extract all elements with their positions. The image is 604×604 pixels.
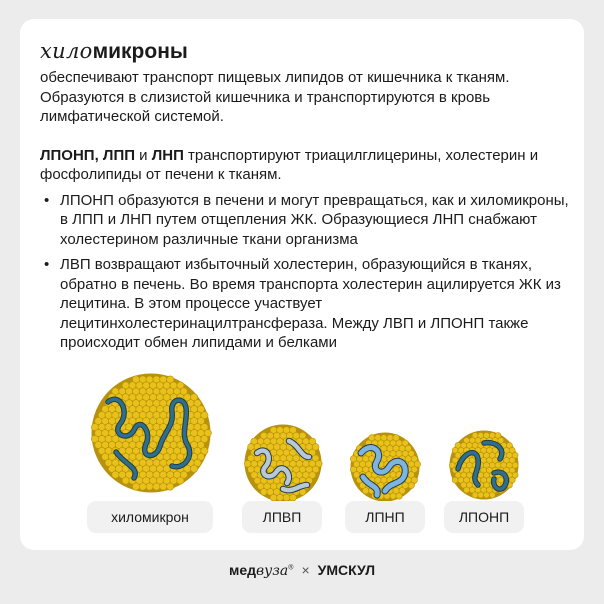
label-vldl: ЛПОНП <box>444 501 524 533</box>
transport-bold-b: ЛНП <box>151 146 184 164</box>
bullet-icon: • <box>44 191 50 209</box>
list-item <box>40 191 574 250</box>
title-italic-part: хило <box>40 39 93 63</box>
text-content <box>40 39 574 353</box>
brand-umskul-logo: УМСКУЛ <box>317 562 376 578</box>
list-item <box>40 255 574 353</box>
lipoprotein-illustration <box>20 364 584 544</box>
transport-paragraph <box>40 146 574 185</box>
title-bold-part: микроны <box>92 40 188 63</box>
brand-separator: × <box>301 562 310 578</box>
label-hdl: ЛПВП <box>242 501 322 533</box>
bullet-text: ЛПОНП образуются в печени и могут превращаться, как и хиломикроны, в ЛПП и ЛНП путем отщепления ЖК. Образующиеся ЛНП снабжают холестерином различные ткани организма <box>60 191 569 248</box>
brand-footer <box>0 562 604 579</box>
label-ldl: ЛПНП <box>345 501 425 533</box>
chylomicron-particle-icon <box>90 372 212 494</box>
transport-rest: транспортируют триацилглицерины, холестерин и фосфолипиды от печени к тканям. <box>40 146 539 183</box>
label-chylomicron: хиломикрон <box>87 501 213 533</box>
hdl-particle-icon <box>243 423 323 503</box>
intro-paragraph: обеспечивают транспорт пищевых липидов от кишечника к тканям. Образуются в слизистой кишечника и транспортируются в кровь лимфатической системой. <box>40 69 510 125</box>
ldl-particle-icon <box>349 431 421 503</box>
transport-and: и <box>135 146 152 164</box>
page-title <box>40 39 574 64</box>
bullet-icon: • <box>44 256 50 273</box>
content-card <box>20 19 584 550</box>
brand-medvuza-logo: медвуза® <box>228 562 294 579</box>
transport-bold-a: ЛПОНП, ЛПП <box>40 146 136 164</box>
bullet-text: ЛВП возвращают избыточный холестерин, образующийся в тканях, обратно в печень. Во время транспорта холестерин ацилируется ЖК из лецитина. В этом процессе участвует лецитинхолестеринацилтрансфераза. Между ЛВП и ЛПОНП также происходит обмен липидами и белками <box>60 256 561 351</box>
bullet-list <box>40 191 574 353</box>
vldl-particle-icon <box>448 429 520 501</box>
